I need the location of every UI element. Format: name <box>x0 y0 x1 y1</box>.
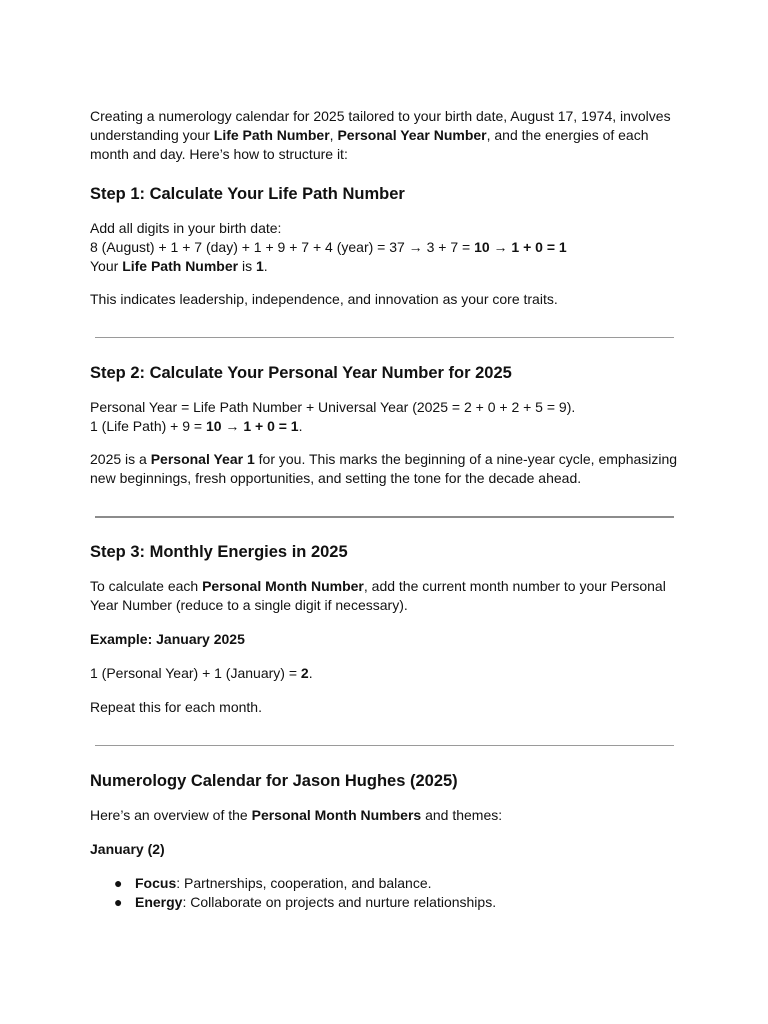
section-divider <box>95 745 674 746</box>
step1-text: . <box>263 258 268 274</box>
step3-paragraph <box>90 577 680 615</box>
list-item <box>90 893 680 912</box>
section-divider <box>95 516 674 518</box>
example-text: 1 (Personal Year) + 1 (January) = <box>90 665 301 681</box>
step1-text: Your <box>90 258 123 274</box>
repeat-note: Repeat this for each month. <box>90 699 262 715</box>
step3-heading: Step 3: Monthly Energies in 2025 <box>90 543 348 561</box>
list-item <box>90 874 680 893</box>
step2-text: 2025 is a <box>90 451 151 467</box>
step1-line1: Add all digits in your birth date: <box>90 220 282 236</box>
intro-bold-personal-year: Personal Year Number <box>337 127 487 143</box>
step1-text: is <box>238 258 256 274</box>
section-divider <box>95 337 674 338</box>
step1-calc-result: 10 → 1 + 0 = 1 <box>474 239 567 255</box>
calendar-heading: Numerology Calendar for Jason Hughes (2025) <box>90 772 458 790</box>
month-theme-list <box>90 874 680 912</box>
step1-line2 <box>90 238 680 257</box>
step2-line2 <box>90 417 680 436</box>
calendar-text: Here’s an overview of the <box>90 807 252 823</box>
calendar-bold-personal-month: Personal Month Numbers <box>251 807 422 823</box>
example-text: . <box>308 665 313 681</box>
intro-paragraph <box>90 107 680 164</box>
month-heading-text: January (2) <box>90 841 165 857</box>
calendar-text: and themes: <box>421 807 503 823</box>
bullet-icon: ● <box>114 875 123 891</box>
step1-bold-life-path: Life Path Number <box>122 258 239 274</box>
list-item-label: Focus <box>135 875 177 891</box>
step2-heading: Step 2: Calculate Your Personal Year Number for 2025 <box>90 364 512 382</box>
step2-paragraph <box>90 450 680 488</box>
intro-text: , and the energies of each month and day. Here’s how to structure it: <box>90 127 649 162</box>
list-item-label: Energy <box>135 894 183 910</box>
step1-heading: Step 1: Calculate Your Life Path Number <box>90 185 405 203</box>
step3-bold-personal-month: Personal Month Number <box>202 578 364 594</box>
step1-bold-value: 1 <box>255 258 264 274</box>
step1-line3 <box>90 257 680 276</box>
step2-text: for you. This marks the beginning of a nine-year cycle, emphasizing new beginnings, fresh opportunities, and setting the tone for the decade ahead. <box>90 451 678 486</box>
list-item-text: : Collaborate on projects and nurture relationships. <box>182 894 497 910</box>
intro-text: , <box>329 127 338 143</box>
example-heading <box>90 630 680 649</box>
example-result: 2 <box>300 665 309 681</box>
step3-text: , add the current month number to your Personal Year Number (reduce to a single digit if necessary). <box>90 578 666 613</box>
step2-bold: 10 <box>205 418 222 434</box>
step3-text: To calculate each <box>90 578 203 594</box>
step2-text: . <box>298 418 303 434</box>
step2-bold-personal-year: Personal Year 1 <box>150 451 255 467</box>
step2-text: 1 (Life Path) + 9 = <box>90 418 206 434</box>
step2-line1: Personal Year = Life Path Number + Universal Year (2025 = 2 + 0 + 2 + 5 = 9). <box>90 399 576 415</box>
intro-text: Creating a numerology calendar for 2025 tailored to your birth date, August 17, 1974, involves understanding your <box>90 108 671 143</box>
step2-text: → <box>221 418 244 434</box>
step2-bold: 1 + 0 = 1 <box>243 418 299 434</box>
list-item-text: : Partnerships, cooperation, and balance. <box>176 875 432 891</box>
document-content <box>90 107 680 912</box>
bullet-icon: ● <box>114 894 123 910</box>
step1-calc-text: 8 (August) + 1 + 7 (day) + 1 + 9 + 7 + 4 (year) = 37 → 3 + 7 = <box>90 239 475 255</box>
month-heading <box>90 840 680 859</box>
calendar-overview <box>90 806 680 825</box>
example-calc <box>90 664 680 683</box>
step1-traits: This indicates leadership, independence, and innovation as your core traits. <box>90 291 558 307</box>
example-heading-text: Example: January 2025 <box>90 631 245 647</box>
intro-bold-life-path: Life Path Number <box>213 127 330 143</box>
